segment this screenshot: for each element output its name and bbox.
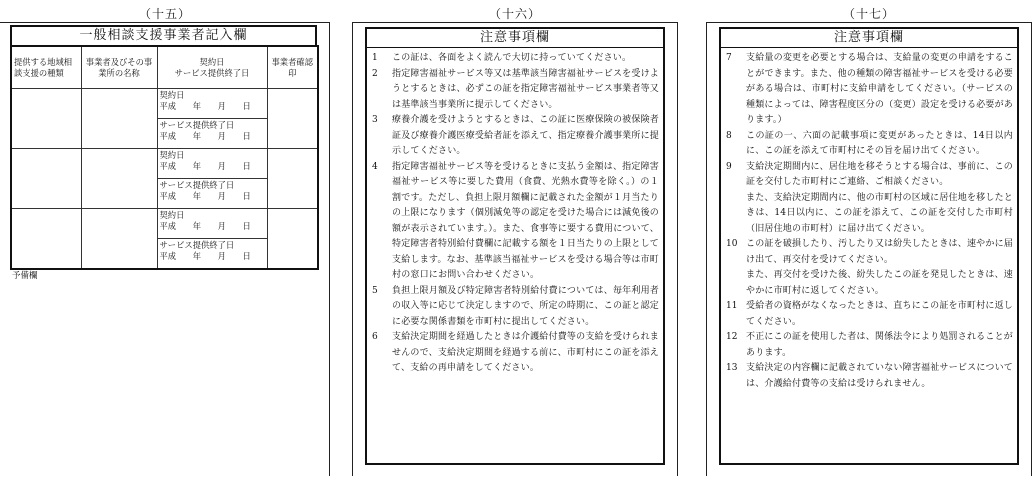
header-dates: 契約日 サービス提供終了日 [157,46,267,89]
note-text: また、支給決定期間内に、他の市町村の区域に居住地を移したときは、14日以内に、この証を添えて、この証を交付した市町村（旧居住地の市町村）に届け出てください。 [746,192,1013,234]
page-frame [0,22,330,476]
service-type-cell[interactable] [11,209,81,270]
note-text: 支給量の変更を必要とする場合は、支給量の変更の申請をすることができます。また、他の種類の障害福祉サービスを受ける必要がある場合は、市町村に支給申請をしてください。（サービスの種類によっては、障害程度区分の（変更）設定を受ける必要があります。） [746,53,1013,125]
contract-date-cell[interactable] [157,89,267,119]
header-service-type: 提供する地域相談支援の種類 [11,46,81,89]
page-frame [706,22,1032,476]
note-text: この証は、各面をよく読んで大切に持っていてください。 [392,53,632,63]
note-item [372,113,659,160]
end-date-label: サービス提供終了日 [159,120,235,130]
register-table [10,45,319,270]
stamp-cell[interactable] [267,89,318,149]
consultation-support-register [10,25,317,270]
note-number: 9 [726,161,732,172]
note-item [372,330,659,377]
note-number: 13 [726,363,738,373]
note-item [726,299,1013,330]
page-16 [352,0,678,476]
note-item [726,330,1013,361]
notes-title: 注意事項欄 [721,29,1017,48]
note-item [372,284,659,331]
note-item [726,129,1013,160]
register-title: 一般相談支援事業者記入欄 [10,25,317,45]
page-frame [352,22,678,476]
date-format: 平成 年 月 日 [159,220,251,231]
note-number: 1 [372,53,378,63]
note-number [726,191,746,238]
note-text: 療養介護を受けようとするときは、この証に医療保険の被保険者証及び療養介護医療受給者証を添えて、指定療養介護事業所に提示してください。 [392,115,659,156]
note-text: 不正にこの証を使用した者は、関係法令により処罰されることがあります。 [746,332,1013,358]
contract-date-label: 契約日 [159,90,185,100]
note-item [726,361,1013,392]
note-number: 6 [372,332,378,342]
page-number: （十五） [138,7,191,21]
date-format: 平成 年 月 日 [159,100,251,111]
contract-date-cell[interactable] [157,149,267,179]
page-15 [0,0,330,476]
note-text: この証の一、六面の記載事項に変更があったときは、14日以内に、この証を添えて市町村にその旨を届け出てください。 [746,130,1013,156]
note-item [726,160,1013,191]
header-stamp: 事業者確認印 [267,46,318,89]
notes-box [365,27,665,465]
end-date-cell[interactable] [157,119,267,149]
notes-list [367,48,663,377]
provider-name-cell[interactable] [81,149,157,209]
note-number: 7 [726,53,732,63]
end-date-cell[interactable] [157,239,267,270]
note-number: 5 [372,285,378,296]
note-number [726,268,746,299]
provider-name-cell[interactable] [81,209,157,270]
note-text: 負担上限月額及び特定障害者特別給付費については、毎年利用者の収入等に応じて決定しますので、所定の時期に、この証と認定に必要な関係書類を市町村に提出してください。 [392,285,659,327]
note-text: 指定障害福祉サービス等を受けるときに支払う金額は、指定障害福祉サービス等に要した費用（食費、光熱水費等を除く。）の１割です。ただし、負担上限月額欄に記載された金額が１月当たりの上限になります（個別減免等の認定を受けた場合には減免後の額が表示されています。）。また、食事等に要する費用について、特定障害者特別給付費欄に記載する額を１日当たりの上限として支給します。なお、基準該当福祉サービスを受ける場合等は市町村の窓口にお問い合わせください。 [392,161,659,280]
contract-date-label: 契約日 [159,210,185,220]
header-provider-name: 事業者及びその事業所の名称 [81,46,157,89]
contract-date-label: 契約日 [159,150,185,160]
stamp-cell[interactable] [267,149,318,209]
service-type-cell[interactable] [11,89,81,149]
note-text: 支給決定の内容欄に記載されていない障害福祉サービスについては、介護給付費等の支給は受けられません。 [746,363,1013,389]
page-number: （十七） [842,7,895,21]
note-number: 2 [372,68,378,79]
note-item [726,51,1013,129]
note-number: 3 [372,115,378,125]
service-type-cell[interactable] [11,149,81,209]
note-number: 4 [372,161,378,172]
date-format: 平成 年 月 日 [159,250,251,261]
note-item [372,160,659,284]
notes-box [719,27,1019,465]
note-text: 支給決定期間を経過したときは介護給付費等の支給を受けられませんので、支給決定期間を経過する前に、市町村にこの証を添えて、支給の再申請をしてください。 [392,332,659,373]
note-number: 8 [726,130,732,141]
note-item [372,51,659,67]
provider-name-cell[interactable] [81,89,157,149]
note-number: 12 [726,332,738,342]
note-item [372,67,659,114]
date-format: 平成 年 月 日 [159,160,251,171]
notes-title: 注意事項欄 [367,29,663,48]
note-text: 受給者の資格がなくなったときは、直ちにこの証を市町村に返してください。 [746,301,1013,327]
notes-list [721,48,1017,392]
date-format: 平成 年 月 日 [159,190,251,201]
contract-date-cell[interactable] [157,209,267,239]
page-17 [706,0,1032,476]
stamp-cell[interactable] [267,209,318,270]
note-item [726,268,1013,299]
note-text: また、再交付を受けた後、紛失したこの証を発見したときは、速やかに市町村に返してください。 [746,270,1013,296]
end-date-label: サービス提供終了日 [159,180,235,190]
note-item [726,191,1013,238]
note-text: 指定障害福祉サービス等又は基準該当障害福祉サービスを受けようとするときは、必ずこの証を指定障害福祉サービス事業者等又は基準該当事業所に提示してください。 [392,68,659,110]
date-format: 平成 年 月 日 [159,130,251,141]
note-number: 10 [726,239,738,249]
remarks-label: 予備欄 [12,271,38,281]
page-number: （十六） [488,7,541,21]
end-date-cell[interactable] [157,179,267,209]
note-text: この証を破損したり、汚したり又は紛失したときは、速やかに届け出て、再交付を受けてください。 [746,239,1013,265]
note-item [726,237,1013,268]
note-text: 支給決定期間内に、居住地を移そうとする場合は、事前に、この証を交付した市町村にご連絡、ご相談ください。 [746,161,1013,187]
end-date-label: サービス提供終了日 [159,240,235,250]
note-number: 11 [726,301,738,311]
